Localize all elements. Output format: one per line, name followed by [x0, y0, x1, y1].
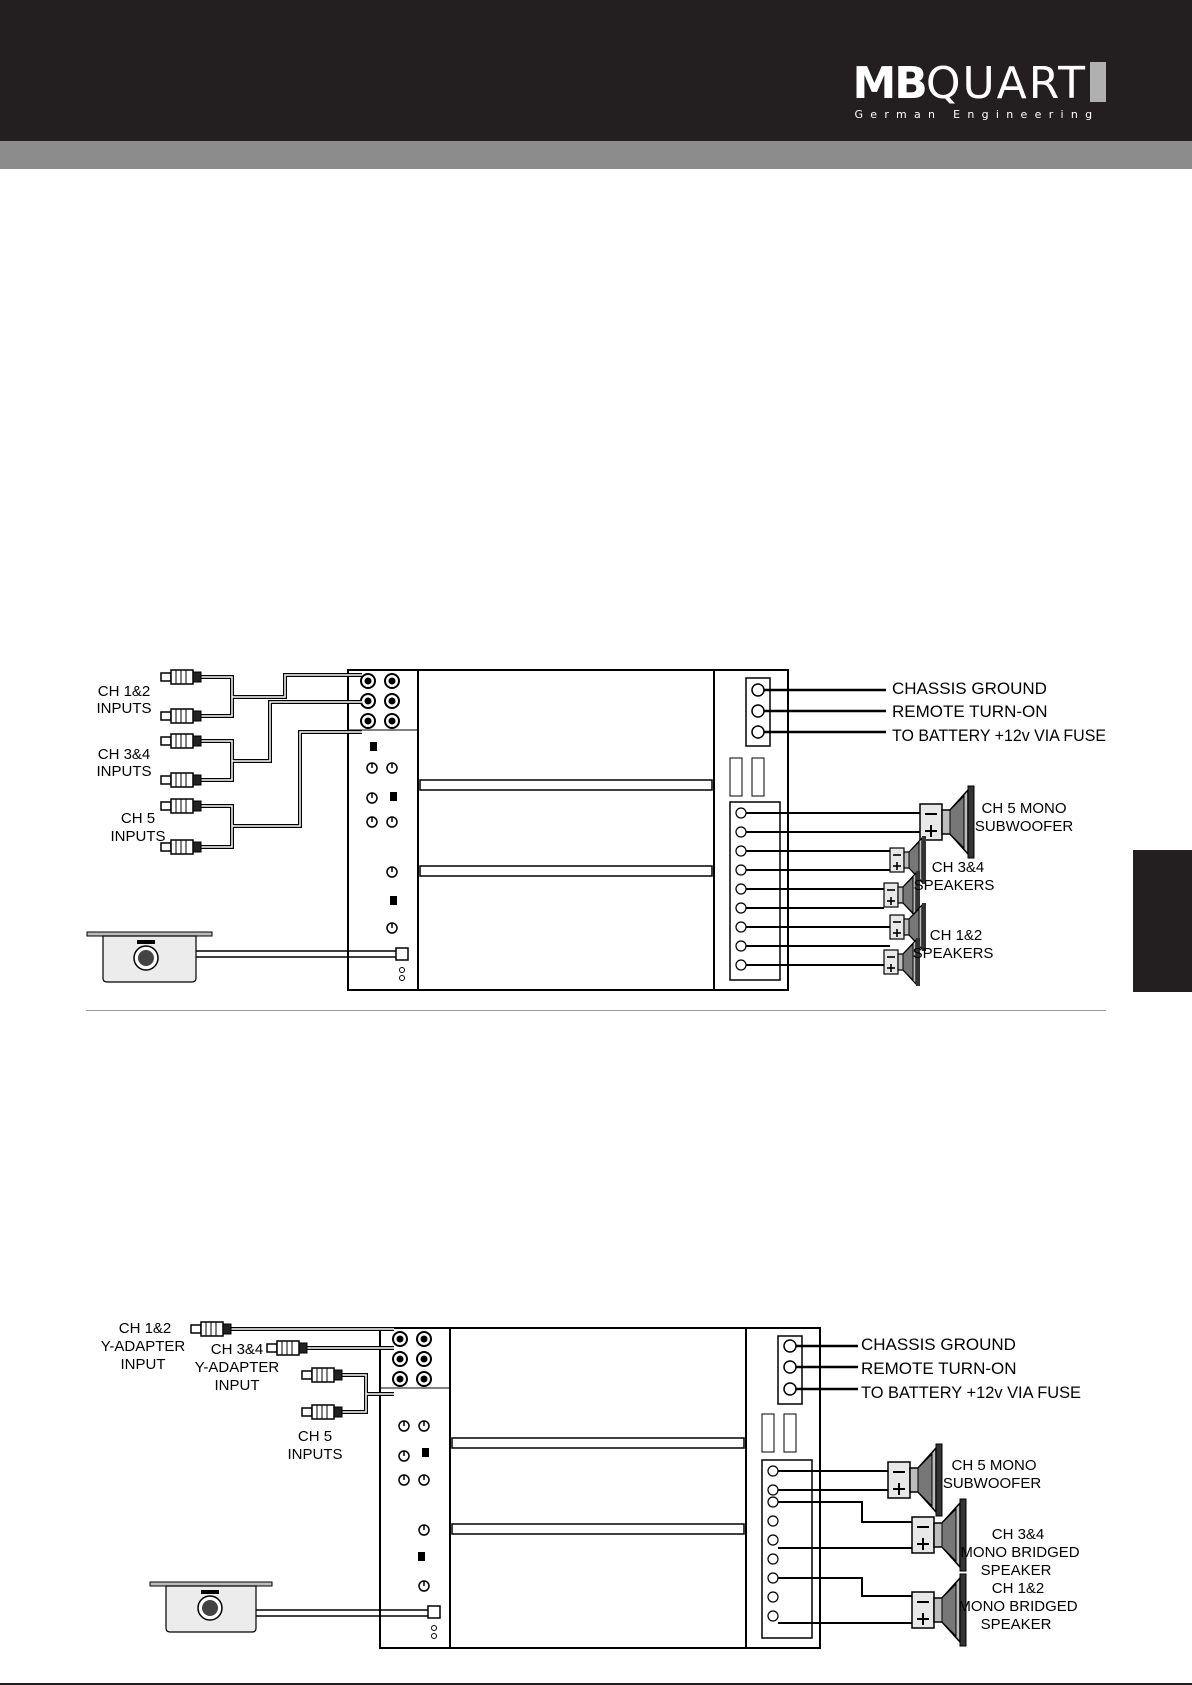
heatsink-fin — [420, 780, 712, 790]
rca-plug-icon — [161, 799, 201, 813]
heatsink-fin — [420, 866, 712, 876]
speaker-label: MONO BRIDGED — [958, 1598, 1078, 1615]
gain-knob-icon — [387, 867, 397, 877]
gain-knob-icon — [399, 1475, 409, 1485]
gain-knob-icon — [419, 1475, 429, 1485]
remote-bass-control-icon — [87, 932, 212, 982]
rca-jack-icon — [361, 694, 375, 708]
input-label: CH 3&4 — [210, 1341, 264, 1358]
rca-jack-icon — [361, 674, 375, 688]
speaker-label: SUBWOOFER — [974, 818, 1074, 835]
rca-plug-icon — [191, 1322, 231, 1336]
rca-plug-icon — [267, 1341, 307, 1355]
rca-jack-icon — [393, 1332, 407, 1346]
input-label: INPUT — [214, 1377, 260, 1394]
heatsink-fin — [452, 1438, 744, 1448]
input-label: INPUTS — [287, 1446, 343, 1463]
speaker-label: CH 1&2 — [929, 927, 983, 944]
rca-plug-icon — [302, 1368, 342, 1382]
rca-plug-icon — [302, 1405, 342, 1419]
input-label: CH 1&2 — [118, 1320, 172, 1337]
subwoofer-icon — [888, 1444, 942, 1516]
subwoofer-icon — [920, 786, 974, 858]
power-label: TO BATTERY +12v VIA FUSE — [861, 1383, 1081, 1402]
amplifier-body — [348, 670, 788, 990]
rca-plug-icon — [161, 670, 201, 684]
amplifier-body — [380, 1328, 820, 1648]
rca-jack-icon — [417, 1332, 431, 1346]
speaker-label: MONO BRIDGED — [960, 1544, 1080, 1561]
gain-knob-icon — [387, 817, 397, 827]
input-label: CH 5 — [120, 810, 156, 827]
power-label: TO BATTERY +12v VIA FUSE — [892, 726, 1106, 745]
gain-knob-icon — [419, 1525, 429, 1535]
speaker-label: CH 1&2 — [991, 1580, 1045, 1597]
heatsink-fin — [452, 1524, 744, 1534]
rca-jack-icon — [385, 714, 399, 728]
diagram-2 — [101, 1320, 1081, 1648]
remote-bass-control-icon — [150, 1582, 272, 1632]
gain-knob-icon — [419, 1421, 429, 1431]
speaker-label: SPEAKERS — [913, 877, 995, 894]
input-label: INPUTS — [96, 763, 152, 780]
speaker-icon — [890, 903, 926, 951]
speaker-label: SUBWOOFER — [942, 1475, 1042, 1492]
input-label: Y-ADAPTER — [100, 1338, 186, 1355]
rca-jack-icon — [417, 1352, 431, 1366]
gain-knob-icon — [419, 1581, 429, 1591]
input-label: INPUTS — [110, 828, 166, 845]
speaker-label: SPEAKER — [980, 1562, 1052, 1579]
input-label: CH 5 — [297, 1428, 333, 1445]
speaker-label: CH 3&4 — [931, 859, 985, 876]
gain-knob-icon — [367, 793, 377, 803]
remote-port-icon — [396, 948, 408, 960]
gain-knob-icon — [399, 1451, 409, 1461]
power-label: CHASSIS GROUND — [861, 1335, 1016, 1354]
diagram-1 — [87, 670, 1106, 990]
power-label: REMOTE TURN-ON — [892, 702, 1048, 721]
rca-plug-icon — [161, 840, 201, 854]
rca-jack-icon — [417, 1372, 431, 1386]
gain-knob-icon — [387, 763, 397, 773]
rca-jack-icon — [361, 714, 375, 728]
rca-plug-icon — [161, 773, 201, 787]
speaker-label: CH 5 MONO — [981, 800, 1067, 817]
rca-jack-icon — [385, 674, 399, 688]
input-label: CH 1&2 — [97, 683, 151, 700]
speaker-label: CH 5 MONO — [951, 1457, 1037, 1474]
power-label: CHASSIS GROUND — [892, 679, 1047, 698]
gain-knob-icon — [367, 763, 377, 773]
input-label: Y-ADAPTER — [194, 1359, 280, 1376]
power-label: REMOTE TURN-ON — [861, 1359, 1017, 1378]
speaker-label: SPEAKERS — [912, 945, 994, 962]
rca-jack-icon — [393, 1352, 407, 1366]
gain-knob-icon — [399, 1421, 409, 1431]
rca-plug-icon — [161, 734, 201, 748]
input-label: INPUTS — [96, 700, 152, 717]
rca-plug-icon — [161, 709, 201, 723]
gain-knob-icon — [367, 817, 377, 827]
brand-tagline: German Engineering — [854, 108, 1100, 121]
brand-bold: MB — [852, 58, 926, 109]
gain-knob-icon — [387, 923, 397, 933]
brand-light: QUART — [925, 58, 1087, 109]
speaker-label: SPEAKER — [980, 1616, 1052, 1633]
rca-jack-icon — [385, 694, 399, 708]
rca-jack-icon — [393, 1372, 407, 1386]
input-label: INPUT — [120, 1356, 166, 1373]
input-label: CH 3&4 — [97, 746, 151, 763]
speaker-label: CH 3&4 — [991, 1526, 1045, 1543]
remote-port-icon — [428, 1606, 440, 1618]
